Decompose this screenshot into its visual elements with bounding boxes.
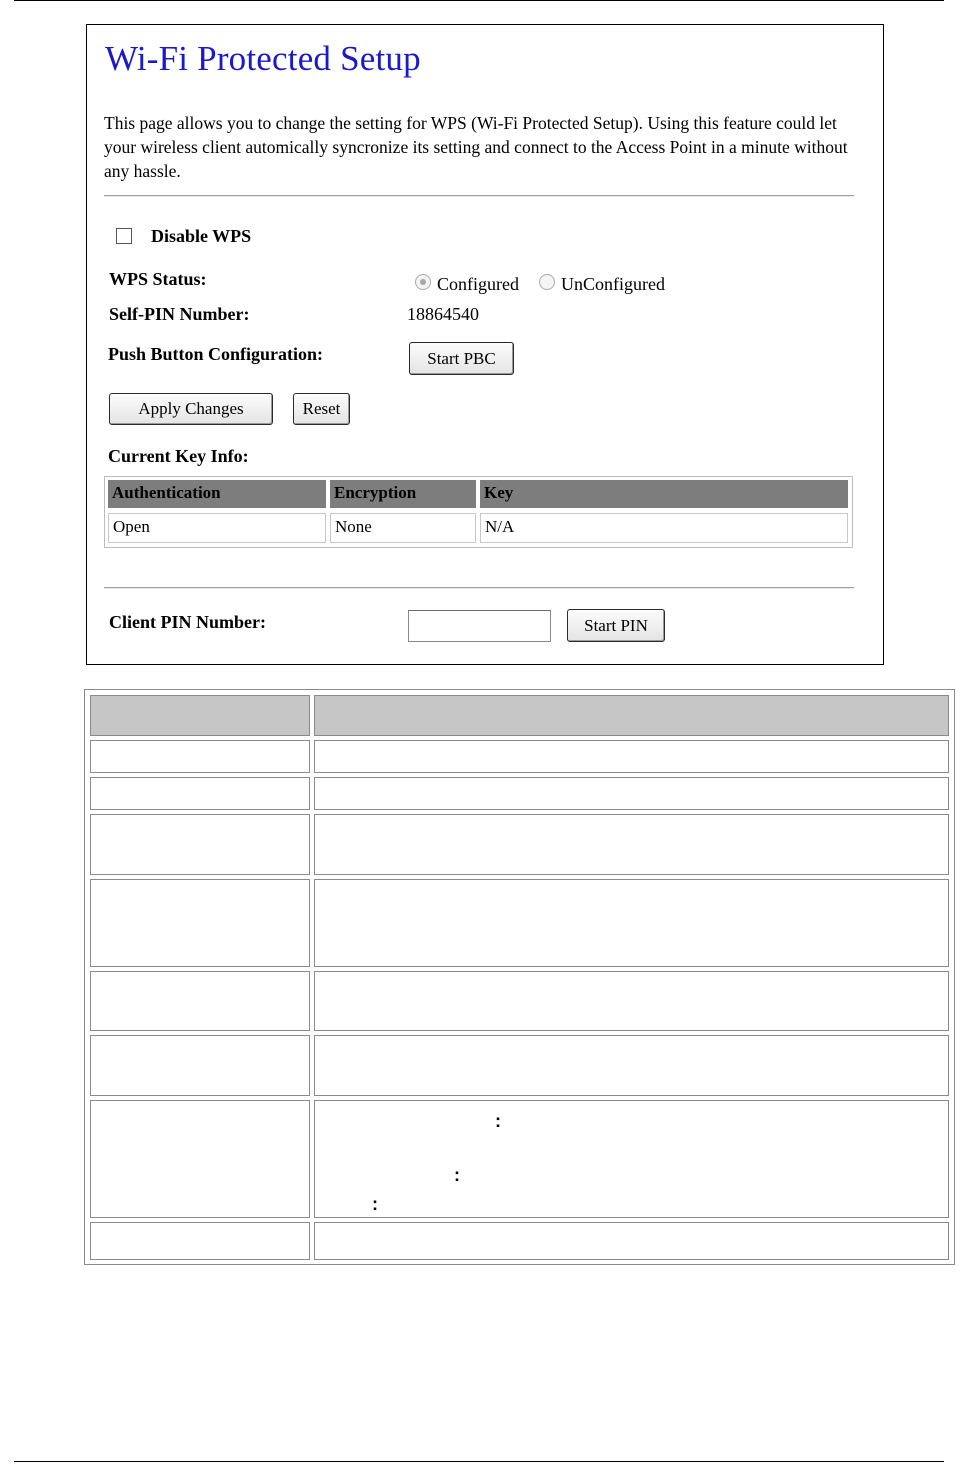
disable-wps-label: Disable WPS (151, 226, 252, 246)
status-unconfigured-radio[interactable] (539, 274, 555, 290)
client-pin-label: Client PIN Number: (109, 612, 266, 632)
desc-row-7-colon-3: : (372, 1194, 378, 1214)
start-pin-button[interactable]: Start PIN (567, 609, 665, 642)
desc-row-6-description (314, 1035, 949, 1096)
self-pin-value: 18864540 (407, 304, 479, 324)
desc-row-5-description (314, 971, 949, 1031)
status-configured-radio[interactable] (415, 274, 431, 290)
desc-row-8-item (90, 1222, 310, 1260)
page-title: Wi-Fi Protected Setup (105, 39, 421, 78)
self-pin-label: Self-PIN Number: (109, 304, 250, 324)
desc-table-header-item (90, 695, 310, 736)
disable-wps-checkbox[interactable] (116, 228, 132, 244)
desc-row-1-description (314, 740, 949, 773)
desc-row-7-item (90, 1100, 310, 1218)
desc-table-header-description (314, 695, 949, 736)
separator-bottom (104, 587, 854, 589)
client-pin-input[interactable] (408, 610, 551, 642)
desc-row-4-item (90, 879, 310, 967)
separator-top (104, 195, 854, 197)
desc-row-7-description (314, 1100, 949, 1218)
wps-settings-panel (86, 24, 884, 665)
reset-button[interactable]: Reset (293, 393, 350, 425)
desc-row-4-description (314, 879, 949, 967)
key-table-cell-encryption: None (330, 513, 476, 543)
pbc-label: Push Button Configuration: (108, 344, 324, 364)
desc-row-7-colon-2: : (454, 1165, 460, 1185)
wps-status-label: WPS Status: (109, 269, 207, 289)
desc-row-3-item (90, 814, 310, 875)
apply-changes-button[interactable]: Apply Changes (109, 393, 273, 425)
status-unconfigured-label: UnConfigured (561, 274, 665, 294)
desc-row-8-description (314, 1222, 949, 1260)
key-table-header-authentication: Authentication (108, 480, 326, 508)
desc-row-6-item (90, 1035, 310, 1096)
key-table-cell-key: N/A (480, 513, 848, 543)
page-bottom-rule (14, 1461, 944, 1462)
key-table-header-key: Key (480, 480, 848, 508)
desc-row-5-item (90, 971, 310, 1031)
desc-row-3-description (314, 814, 949, 875)
current-key-info-label: Current Key Info: (108, 446, 249, 466)
status-configured-label: Configured (437, 274, 519, 294)
desc-row-7-colon-1: : (495, 1111, 501, 1131)
key-table-cell-authentication: Open (108, 513, 326, 543)
current-key-table (104, 476, 853, 548)
parameter-description-table (84, 689, 955, 1265)
page-top-rule (14, 0, 944, 1)
desc-row-2-description (314, 777, 949, 810)
desc-row-1-item (90, 740, 310, 773)
page-description: This page allows you to change the setting for WPS (Wi-Fi Protected Setup). Using this feature could let your wireless client automically syncronize its setting and connect to the Access Point in a minute without any hassle. (104, 113, 848, 181)
desc-row-2-item (90, 777, 310, 810)
start-pbc-button[interactable]: Start PBC (409, 342, 514, 375)
key-table-header-encryption: Encryption (330, 480, 476, 508)
